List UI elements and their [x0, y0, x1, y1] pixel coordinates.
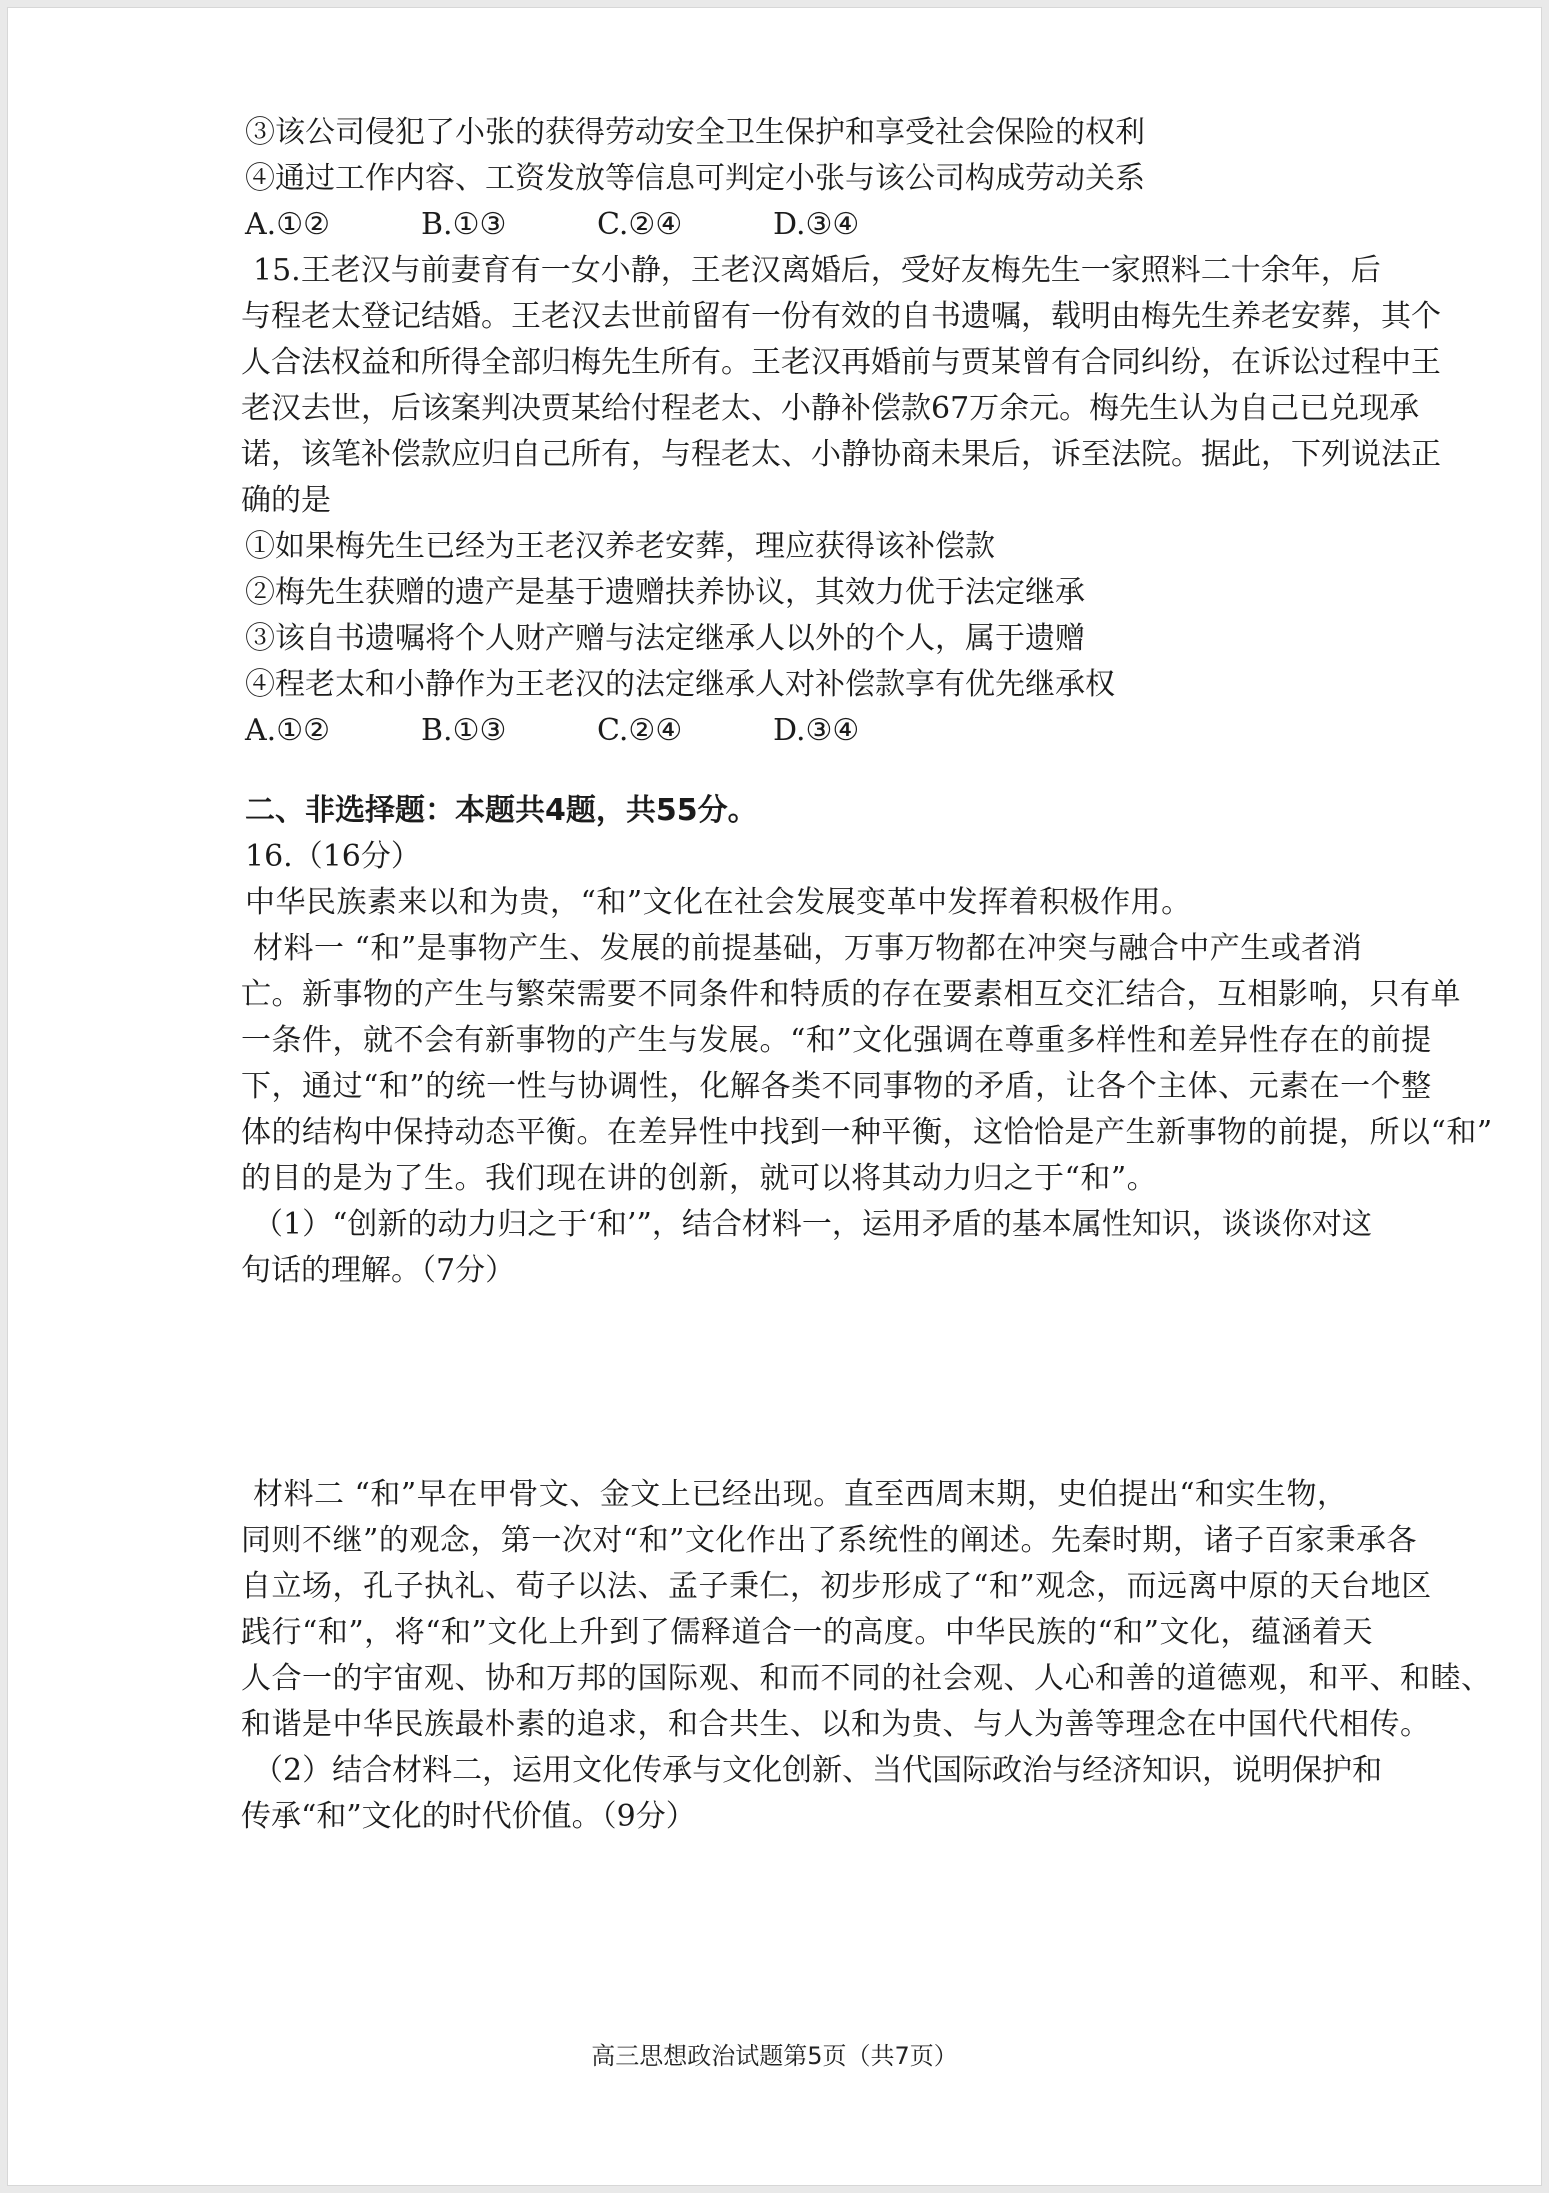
material-1-line: 亡。新事物的产生与繁荣需要不同条件和特质的存在要素相互交汇结合，互相影响，只有单	[241, 977, 1461, 1012]
material-1-line: 一条件，就不会有新事物的产生与发展。“和”文化强调在尊重多样性和差异性存在的前提	[241, 1023, 1432, 1058]
q15-item-2: ②梅先生获赠的遗产是基于遗赠扶养协议，其效力优于法定继承	[245, 575, 1085, 610]
q14-choice-b: B.①③	[421, 207, 507, 242]
q15	[241, 248, 1441, 754]
q15-stem-line: 人合法权益和所得全部归梅先生所有。王老汉再婚前与贾某曾有合同纠纷，在诉讼过程中王	[241, 345, 1441, 380]
q15-choice-c: C.②④	[597, 713, 683, 748]
q15-choice-a: A.①②	[245, 713, 330, 748]
material-1-line: 下，通过“和”的统一性与协调性，化解各类不同事物的矛盾，让各个主体、元素在一个整	[241, 1069, 1432, 1104]
q15-stem-line: 确的是	[241, 483, 331, 518]
material-1-line: 的目的是为了生。我们现在讲的创新，就可以将其动力归之于“和”。	[241, 1161, 1158, 1196]
material-2-line: 人合一的宇宙观、协和万邦的国际观、和而不同的社会观、人心和善的道德观，和平、和睦、	[241, 1661, 1492, 1696]
exam-page	[8, 8, 1541, 2185]
section-2-heading: 二、非选择题：本题共4题，共55分。	[245, 793, 758, 828]
question-16-2-line: （2）结合材料二，运用文化传承与文化创新、当代国际政治与经济知识，说明保护和	[253, 1753, 1383, 1788]
q14-choice-d: D.③④	[773, 207, 860, 242]
q15-stem-line: 15.王老汉与前妻育有一女小静，王老汉离婚后，受好友梅先生一家照料二十余年，后	[253, 253, 1381, 288]
page-content	[241, 110, 1493, 1840]
spacer	[241, 754, 1441, 788]
question-16-2	[241, 1748, 1441, 1840]
material-2-line: 践行“和”，将“和”文化上升到了儒释道合一的高度。中华民族的“和”文化，蕴涵着天	[241, 1615, 1374, 1650]
q15-stem-line: 与程老太登记结婚。王老汉去世前留有一份有效的自书遗嘱，载明由梅先生养老安葬，其个	[241, 299, 1441, 334]
question-16-1-line: 句话的理解。（7分）	[241, 1253, 516, 1288]
q14-choice-c: C.②④	[597, 207, 683, 242]
material-2-line: 自立场，孔子执礼、荀子以法、孟子秉仁，初步形成了“和”观念，而远离中原的天台地区	[241, 1569, 1432, 1604]
page-footer: 高三思想政治试题第5页（共7页）	[591, 2042, 958, 2070]
question-16-2-line: 传承“和”文化的时代价值。（9分）	[241, 1799, 696, 1834]
q14-choice-a: A.①②	[245, 207, 330, 242]
material-2-line: 和谐是中华民族最朴素的追求，和合共生、以和为贵、与人为善等理念在中国代代相传。	[241, 1707, 1431, 1742]
material-1-line: 材料一 “和”是事物产生、发展的前提基础，万事万物都在冲突与融合中产生或者消	[253, 931, 1363, 966]
q16-intro: 中华民族素来以和为贵，“和”文化在社会发展变革中发挥着积极作用。	[245, 885, 1192, 920]
q15-item-4: ④程老太和小静作为王老汉的法定继承人对补偿款享有优先继承权	[245, 667, 1115, 702]
material-2-line: 同则不继”的观念，第一次对“和”文化作出了系统性的阐述。先秦时期，诸子百家秉承各	[241, 1523, 1418, 1558]
q15-choices	[241, 708, 1441, 754]
q15-item-1: ①如果梅先生已经为王老汉养老安葬，理应获得该补偿款	[245, 529, 995, 564]
answer-space	[241, 1294, 1441, 1472]
question-16-1	[241, 1202, 1441, 1294]
q16-label: 16.（16分）	[245, 839, 421, 874]
q15-stem-line: 诺，该笔补偿款应归自己所有，与程老太、小静协商未果后，诉至法院。据此，下列说法正	[241, 437, 1441, 472]
section-2	[241, 788, 1493, 1840]
q14-options	[241, 110, 1441, 248]
q14-item-3: ③该公司侵犯了小张的获得劳动安全卫生保护和享受社会保险的权利	[245, 115, 1145, 150]
q15-choice-d: D.③④	[773, 713, 860, 748]
material-2-line: 材料二 “和”早在甲骨文、金文上已经出现。直至西周末期，史伯提出“和实生物，	[253, 1477, 1348, 1512]
material-1	[241, 926, 1493, 1202]
q14-choices	[241, 202, 1441, 248]
q15-item-3: ③该自书遗嘱将个人财产赠与法定继承人以外的个人，属于遗赠	[245, 621, 1085, 656]
q14-item-4: ④通过工作内容、工资发放等信息可判定小张与该公司构成劳动关系	[245, 161, 1145, 196]
q15-stem-line: 老汉去世，后该案判决贾某给付程老太、小静补偿款67万余元。梅先生认为自己已兑现承	[241, 391, 1420, 426]
material-2	[241, 1472, 1492, 1748]
q15-choice-b: B.①③	[421, 713, 507, 748]
material-1-line: 体的结构中保持动态平衡。在差异性中找到一种平衡，这恰恰是产生新事物的前提，所以“和”	[241, 1115, 1493, 1150]
question-16-1-line: （1）“创新的动力归之于‘和’”，结合材料一，运用矛盾的基本属性知识，谈谈你对这	[253, 1207, 1372, 1242]
